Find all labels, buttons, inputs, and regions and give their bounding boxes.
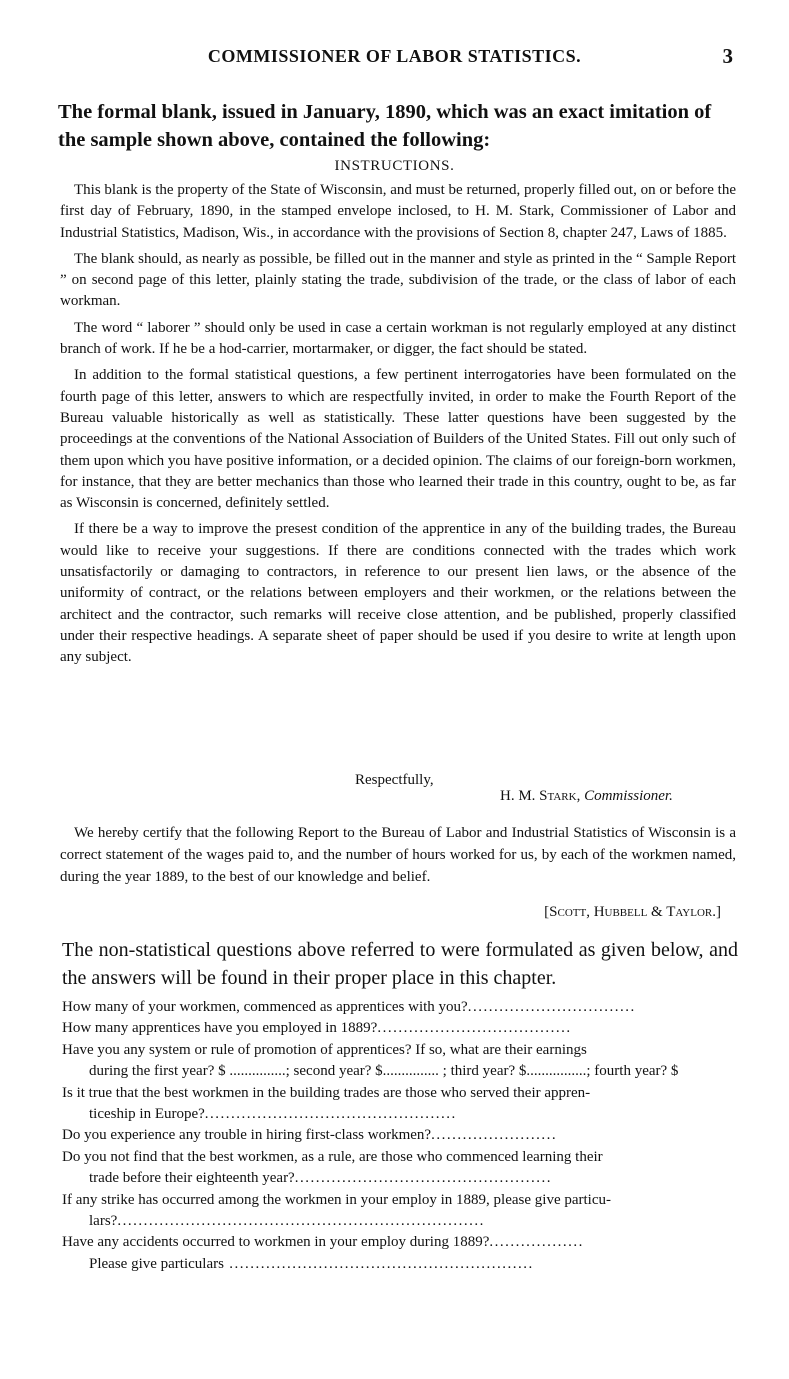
question-text: Do you experience any trouble in hiring first-class workmen? bbox=[62, 1127, 432, 1144]
paragraph: The word “ laborer ” should only be used in case a certain workman is not regularly employed at any distinct branch of work. If he be a hod-carrier, mortarmaker, or digger, the fact should be stated. bbox=[60, 319, 736, 358]
question-item bbox=[62, 1083, 738, 1126]
question-continuation: ticeship in Europe? bbox=[89, 1106, 205, 1123]
questions-list bbox=[62, 997, 738, 1275]
paragraph: If there be a way to improve the presest condition of the apprentice in any of the building trades, the Bureau would like to receive your suggestions. If there are conditions connected with the trades which work unsatisfactorily or damaging to contractors, in reference to our present lien laws, or the absence of the uniformity of contract, or the relations between employers and their workmen, or the relations between the architect and the contractor, such remarks will receive close attention, and be published, properly classified under their respective headings. A separate sheet of paper should be used if you desire to write at length upon any subject. bbox=[60, 521, 736, 666]
answer-leader: ................................................ bbox=[204, 1106, 457, 1123]
question-continuation: Please give particulars bbox=[89, 1255, 224, 1272]
question-text: If any strike has occurred among the workmen in your employ in 1889, please give particu- bbox=[62, 1191, 612, 1208]
question-text: Have any accidents occurred to workmen in your employ during 1889? bbox=[62, 1234, 490, 1251]
signature-closing: Respectfully, bbox=[355, 772, 434, 788]
paragraph: This blank is the property of the State of Wisconsin, and must be returned, properly filled out, on or before the first day of February, 1890, in the stamped envelope inclosed, to H. M. Stark, Commissioner of Labor and Industrial Statistics, Madison, Wis., in accordance with the provisions of Section 8, chapter 247, Laws of 1885. bbox=[60, 182, 736, 241]
section-title: The non-statistical questions above referred to were formulated as given below, and the answers will be found in their proper place in this chapter. bbox=[62, 939, 738, 989]
question-text: Is it true that the best workmen in the building trades are those who served their appren- bbox=[62, 1084, 591, 1101]
answer-leader: .......................................................... bbox=[223, 1255, 534, 1272]
question-item bbox=[62, 1018, 738, 1039]
question-text: Do you not find that the best workmen, as a rule, are those who commenced learning their bbox=[62, 1148, 603, 1165]
question-text: Have you any system or rule of promotion of apprentices? If so, what are their earnings bbox=[62, 1041, 587, 1058]
answer-leader: ..................................... bbox=[377, 1020, 572, 1037]
intro-heading: The formal blank, issued in January, 1890, which was an exact imitation of the sample shown above, contained the following: bbox=[58, 101, 712, 151]
signature-title: Commissioner. bbox=[584, 788, 673, 804]
instructions-body bbox=[60, 180, 736, 674]
answer-leader: ................................................. bbox=[294, 1170, 552, 1187]
question-item bbox=[62, 1147, 738, 1190]
question-continuation: during the first year? $ ...............; second year? $............... ; third year? $................; fourth year? $ bbox=[89, 1063, 679, 1080]
question-item bbox=[62, 997, 738, 1018]
question-item bbox=[62, 1190, 738, 1233]
question-continuation: lars? bbox=[89, 1213, 118, 1230]
paragraph: In addition to the formal statistical questions, a few pertinent interrogatories have been formulated on the fourth page of this letter, answers to which are respectfully invited, in order to make the Fourth Report of the Bureau valuable historically as well as statistically. These latter questions have been suggested by the proceedings at the conventions of the National Association of Builders of the United States. Fill out only such of them upon which you have positive information, or a decided opinion. The claims of our foreign-born workmen, for instance, that they are better mechanics than those who learned their trade in this country, ought to be, as far as Wisconsin is concerned, definitely settled. bbox=[60, 367, 736, 512]
question-item bbox=[62, 1125, 738, 1146]
question-continuation: trade before their eighteenth year? bbox=[89, 1170, 295, 1187]
answer-leader: ........................ bbox=[431, 1127, 558, 1144]
answer-leader: ................................ bbox=[467, 999, 636, 1015]
instructions-heading: INSTRUCTIONS. bbox=[334, 158, 455, 174]
question-item bbox=[62, 1040, 738, 1083]
firm-name: [Scott, Hubbell & Taylor.] bbox=[544, 904, 721, 920]
question-text: How many apprentices have you employed in 1889? bbox=[62, 1020, 378, 1037]
page-number: 3 bbox=[722, 44, 733, 68]
question-item bbox=[62, 1232, 738, 1275]
certification-statement: We hereby certify that the following Report to the Bureau of Labor and Industrial Statistics of Wisconsin is a correct statement of the wages paid to, and the number of hours worked for us, by each of the workmen named, during the year 1889, to the best of our knowledge and belief. bbox=[60, 825, 736, 885]
running-title: COMMISSIONER OF LABOR STATISTICS. bbox=[207, 46, 582, 66]
page-header bbox=[0, 46, 789, 72]
answer-leader: ...................................................................... bbox=[117, 1213, 485, 1230]
answer-leader: .................. bbox=[489, 1234, 584, 1251]
question-text: How many of your workmen, commenced as apprentices with you? bbox=[62, 999, 468, 1015]
signature bbox=[500, 788, 673, 805]
paragraph: The blank should, as nearly as possible, be filled out in the manner and style as printed in the “ Sample Report ” on second page of this letter, plainly stating the trade, subdivision of the trade, or the class of labor of each workman. bbox=[60, 250, 736, 310]
signature-name: H. M. Stark, bbox=[500, 788, 581, 804]
